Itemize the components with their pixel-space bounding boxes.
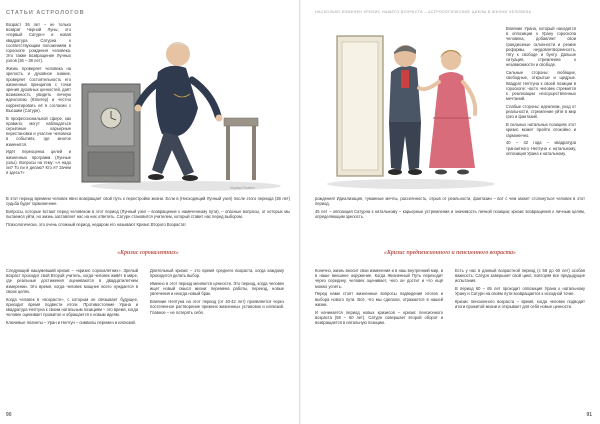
intro-paragraph: Возраст 36 лет – не только возврат Черной Луны, это «первый Сатурн» и новая квадратура Сатурна к соответствующим положениям в гороскопе рождения человека. Это также возвращение Лунных узлов (36 – 38 лет). xyxy=(6,22,71,64)
right-page xyxy=(301,0,600,424)
intro-paragraph: В профессиональной сфере, как правило, могут наблюдаться серьёзные карьерные перестановки и участие человека в событиях, где многое изменится. xyxy=(6,115,71,147)
intro-paragraph: Жизнь проверяет человека на зрелость и духовное знание, проверяет состоятельность его жизненных принципов с точки зрения духовных ценностей, даёт возможность увидеть личную идеологию (Юпитер) и честно корректировать её в согласии с Высшим (Сатурн). xyxy=(6,66,71,113)
illustration-couple-mirror xyxy=(315,18,503,190)
paragraph: Перед нами стоят жизненные вопросы подведения итогов и выбора нового пути. Всё, что мы сделали, отражается в нашей жизни. xyxy=(315,291,443,307)
paragraph: Слабые стороны: идеализм, уход от реальности, стремление уйти в мир грез и фантазий. xyxy=(506,104,576,120)
left-page xyxy=(0,0,299,424)
left-column-2 xyxy=(150,268,284,317)
illustration-man-with-clock xyxy=(74,14,294,192)
running-head-right: НАСКОЛЬКО ИЗМЕНЕН КРИЗИС НАШЕГО ВОЗРАСТА – АСТРОЛОГИЧЕСКИЕ ЦИКЛЫ В ЖИЗНИ ЧЕЛОВЕКА xyxy=(315,10,532,14)
right-column-2 xyxy=(455,268,585,312)
paragraph: В этот период времени человек явно возвращает свой путь к перестройке жизни. Если в (Нисходящий Лунный узел) после этого периода (38 лет) судьба будет гармоничнее. xyxy=(6,196,290,207)
right-column-1 xyxy=(315,268,443,328)
paragraph: Влияние Нептуна на этот период (от 40-42 лет) проявляется через постепенное растворение прежних жизненных установок и иллюзий. Главное – не потерять себя. xyxy=(150,299,284,315)
running-head-left: СТАТЬИ АСТРОЛОГОВ xyxy=(6,10,85,16)
section-heading-forty: «Кризис сорокалетних» xyxy=(117,250,179,256)
paragraph: Вопросы, которые встают перед человеком в этот период (Лунный узел – возвращение к намеченному пути), – опасные вопросы, от которых мы пытаемся уйти, но жизнь заставляет нас на них ответить. Сатурн становится учителем, который ставит нас перед выбором. xyxy=(6,209,290,220)
paragraph: Психологически, это очень сложный период, недаром его называют Кризис Второго Возраста! xyxy=(6,222,186,227)
paragraph: Когда человек в «возрасте», с которым он связывает будущее, приходит время подвести итоги. Противостояние Урана и квадратура Нептуна к своим натальным позициям – это время, когда человек оценивает прожитое и обращается к новым идеям. xyxy=(6,296,138,318)
paragraph: В сильных натальных позициях этот кризис может пройти спокойно и гармонично. xyxy=(506,122,576,138)
paragraph: Длительный кризис – это время среднего возраста, когда каждому приходится делать выбор. xyxy=(150,268,284,279)
left-column-1 xyxy=(6,268,138,328)
intro-column xyxy=(6,22,71,178)
paragraph: рождения! Идеализация, туманные мечты, рассеянность, отрыв от реальности, фантазии – вот с чем может столкнуться человек в этот период. xyxy=(315,196,585,207)
paragraph: И начинается период новых кризисов – кризис пенсионного возраста (58 – 60 лет). Сатурн совершает второй оборот и возвращается в натальную позицию. xyxy=(315,309,443,326)
paragraph: Есть у нас в данный возрастной период (с 58 до 60 лет) особая важность: Сатурн завершает свой цикл, повторяя все предыдущие испытания. xyxy=(455,268,585,284)
illustration-caption: Норман Роквелл xyxy=(230,186,255,190)
paragraph: 45 лет – оппозиция Сатурна к натальному – карьерные устремления и значимость личной позиции; кризис возвращения к личным целям, определяющим зрелость. xyxy=(315,209,585,220)
paragraph: Конечно, жизнь вносит свои изменения и в наш внутренний мир, и в наше внешнее окружение. Когда Жизненный Путь переходит через середину, человек оценивает, чего он достиг и что ещё можно успеть. xyxy=(315,268,443,289)
full-width-text-right xyxy=(315,196,585,222)
paragraph: Влияние Урана, который находится в оппозиции к Урану гороскопа человека, добавляет свои грандиозные склонности и резкие реформы, неудовлетворенность, тягу к свободе и бунту. Дальше ситуация, стремление к независимости и свободе. xyxy=(506,26,576,68)
page-number-left: 90 xyxy=(6,412,12,418)
section-heading-pension: «Кризис предпенсионного и пенсионного возраста» xyxy=(384,250,516,256)
paragraph: Ключевые планеты – Уран и Нептун – символы перемен и иллюзий. xyxy=(6,320,136,326)
paragraph: В период 60 – 65 лет проходит оппозиция Урана к натальному Урану и Сатурн на своём пути возвращается к исходной точке. xyxy=(455,286,585,297)
paragraph: Кризис пенсионного возраста – время, когда человек подводит итоги прожитой жизни и открывает для себя новые ценности. xyxy=(455,299,585,310)
paragraph: 40 – 42 года – квадратура транзитного Нептуна к натальному, оппозиция Урана к натальному. xyxy=(506,140,576,156)
intro-paragraph: Идёт переоценка целей и жизненных программ (Лунные узлы). Вопросы на тему: «А надо ли? То ли я делаю? Кто я? Зачем я здесь?» xyxy=(6,149,71,176)
paragraph: Именно в этот период меняются ценности. Это период, когда человек ищет новый смысл жизни: перемена работы, переезд, новые увлечения и иногда новый брак. xyxy=(150,281,284,297)
paragraph: Следующий нашумевший кризис – «кризис сорокалетних». Зрелый возраст проходит свой Второй учитель, когда человек живёт в мире, где реальные достижения оцениваются в двадцатилетнем измерении. Это время, когда человек мощнее всего нуждается в своих целях. xyxy=(6,268,138,294)
full-width-text-left xyxy=(6,196,290,230)
right-top-column xyxy=(506,26,576,159)
page-number-right: 91 xyxy=(586,412,592,418)
paragraph: Сильные стороны: любящие, свободные, открытые и щедрые. Квадрат Нептуна к своей позиции в гороскопе: часто человек стремится к реализации неосуществленных мечтаний. xyxy=(506,70,576,102)
